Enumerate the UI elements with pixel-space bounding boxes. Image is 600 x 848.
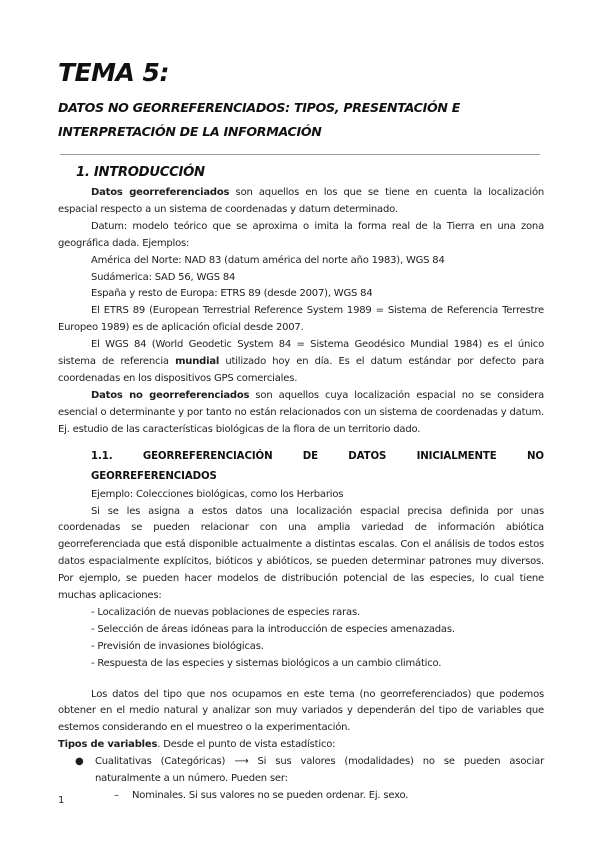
paragraph-text: utilizado hoy en día. Es el datum estándar por defecto para coordenadas en los dispositivos GPS comerciales. — [58, 356, 544, 384]
heading-continuation: GEORREFERENCIADOS — [91, 470, 217, 482]
term-bold: Tipos de variables — [58, 739, 158, 751]
heading-word: DATOS — [348, 450, 387, 462]
paragraph-tipos-datos: Los datos del tipo que nos ocupamos en este tema (no georreferenciados) que podemos obtener en el medio natural y analizar son muy variados y dependerán del tipo de variables que estemos considerando en el muestreo o la experimentación. — [58, 688, 544, 734]
paragraph-datum: Datum: modelo teórico que se aproxima o imita la forma real de la Tierra en una zona geográfica dada. Ejemplos: — [58, 220, 544, 249]
application-item: - Localización de nuevas poblaciones de especies raras. — [91, 606, 360, 618]
title-divider — [60, 154, 540, 155]
heading-word: NO — [526, 450, 544, 462]
paragraph-text: El WGS 84 (World Geodetic System 84 = Sistema Geodésico Mundial 1984) es el único sistema de referencia — [58, 339, 544, 368]
section-heading-introduccion: 1. INTRODUCCIÓN — [76, 165, 205, 180]
bullet-item-cualitativas — [58, 754, 544, 788]
dash-icon: – — [114, 790, 119, 801]
paragraph-text: . Desde el punto de vista estadístico: — [157, 739, 336, 751]
paragraph-modelos-distribucion: Si se les asigna a estos datos una localización espacial precisa definida por unas coordenadas se pueden relacionar con una amplia variedad de información abiótica georreferenciada que está disponible actualmente a distintas escalas. Con el análisis de todos estos datos espacialmente explícitos, bióticos y abióticos, se pueden determinar patrones muy diversos. Por ejemplo, se pueden hacer modelos de distribución potencial de las especies, lo cual tiene muchas aplicaciones: — [58, 505, 544, 602]
document-body — [58, 185, 544, 805]
subsection-heading-1-1 — [58, 447, 544, 487]
paragraph-tipos-variables — [58, 737, 544, 754]
page-title: TEMA 5: — [58, 58, 169, 87]
bullet-text: Cualitativas (Categóricas) ⟶ Si sus valores (modalidades) no se pueden asociar naturalmente a un número. Pueden ser: — [95, 756, 544, 785]
term-bold: Datos georreferenciados — [91, 187, 230, 198]
page-number: 1 — [58, 795, 65, 806]
heading-word: DE — [302, 450, 318, 462]
heading-word: 1.1. — [91, 450, 113, 462]
sub-item-text: Nominales. Si sus valores no se pueden ordenar. Ej. sexo. — [132, 790, 409, 801]
paragraph-text: son aquellos cuya localización espacial no se considera esencial o determinante y por tanto no están relacionados con un sistema de coordenadas y datum. Ej. estudio de las características biológicas de la flora de un territorio dado. — [58, 389, 544, 435]
subsection-example: Ejemplo: Colecciones biológicas, como los Herbarios — [91, 488, 344, 500]
application-item: - Selección de áreas idóneas para la introducción de especies amenazadas. — [91, 623, 455, 635]
paragraph-wgs84 — [58, 337, 544, 388]
sub-item-nominales — [58, 788, 544, 805]
paragraph-etrs89: El ETRS 89 (European Terrestrial Reference System 1989 = Sistema de Referencia Terrestre Europeo 1989) es de aplicación oficial desde 2007. — [58, 305, 544, 334]
term-bold: mundial — [175, 356, 220, 368]
heading-word: GEORREFERENCIACIÓN — [142, 450, 273, 462]
page-subtitle: DATOS NO GEORREFERENCIADOS: TIPOS, PRESENTACIÓN E INTERPRETACIÓN DE LA INFORMACIÓN — [58, 100, 461, 139]
application-item: - Respuesta de las especies y sistemas biológicos a un cambio climático. — [91, 657, 442, 669]
bullet-icon: ● — [75, 756, 84, 768]
datum-example: Sudámerica: SAD 56, WGS 84 — [91, 271, 236, 283]
paragraph-text: son aquellos en los que se tiene en cuenta la localización espacial respecto a un sistema de coordenadas y datum determinado. — [58, 187, 545, 215]
application-item: - Previsión de invasiones biológicas. — [91, 640, 264, 652]
datum-example: América del Norte: NAD 83 (datum américa del norte año 1983), WGS 84 — [91, 254, 445, 266]
datum-example: España y resto de Europa: ETRS 89 (desde 2007), WGS 84 — [91, 288, 373, 300]
paragraph-datos-georreferenciados — [58, 185, 544, 219]
heading-word: INICIALMENTE — [416, 450, 497, 462]
paragraph-datos-no-georreferenciados — [58, 388, 544, 439]
term-bold: Datos no georreferenciados — [91, 389, 250, 401]
